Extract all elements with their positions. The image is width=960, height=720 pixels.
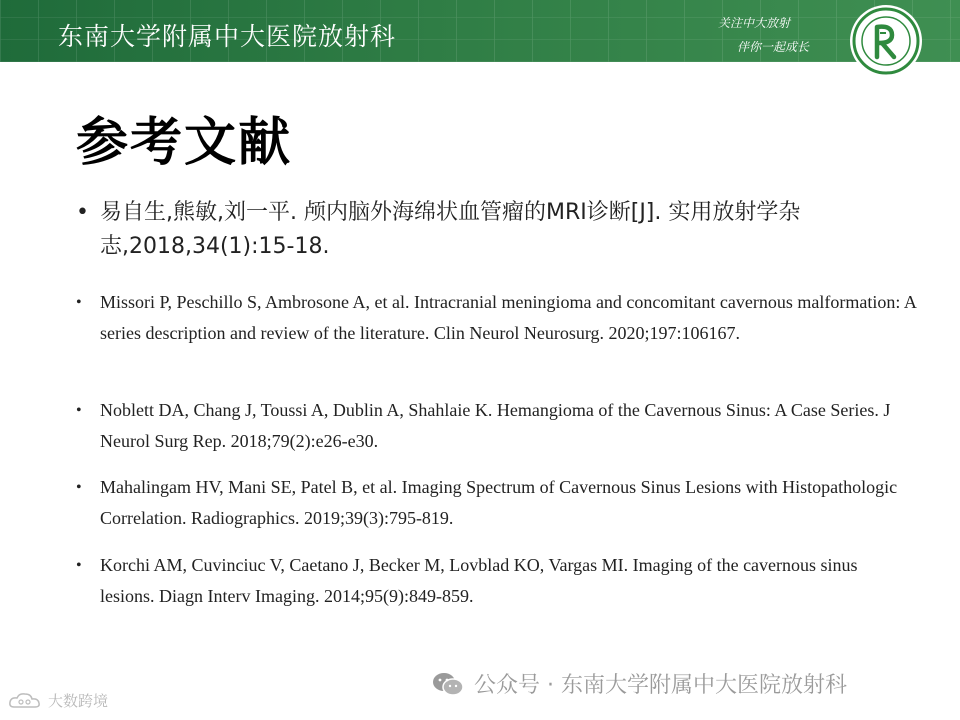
reference-item (76, 550, 916, 612)
corner-watermark-text: 大数跨境 (48, 692, 109, 710)
wechat-icon (432, 671, 464, 697)
hospital-logo-icon (846, 5, 926, 85)
slogan-line-2: 伴你一起成长 (737, 40, 810, 54)
bullet-dot: • (76, 200, 89, 225)
bullet-dot: • (76, 402, 82, 419)
reference-text: 易自生,熊敏,刘一平. 颅内脑外海绵状血管瘤的MRI诊断[J]. 实用放射学杂志,2018,34(1):15-18. (100, 200, 801, 259)
header-title: 东南大学附属中大医院放射科 (58, 22, 397, 51)
bullet-dot: • (76, 479, 82, 496)
slogan-line-1: 关注中大放射 (718, 16, 791, 30)
reference-text: Missori P, Peschillo S, Ambrosone A, et al. Intracranial meningioma and concomitant cavernous malformation: A series description and review of the literature. Clin Neurol Neurosurg. 2020;197:106167. (100, 292, 916, 343)
reference-item (76, 472, 916, 534)
reference-text: Mahalingam HV, Mani SE, Patel B, et al. Imaging Spectrum of Cavernous Sinus Lesions with Histopathologic Correlation. Radiographics. 2019;39(3):795-819. (100, 477, 898, 528)
bullet-dot: • (76, 294, 82, 311)
slide-title: 参考文献 (76, 113, 293, 173)
wechat-watermark (432, 668, 847, 699)
watermark-text: 公众号 · 东南大学附属中大医院放射科 (474, 673, 847, 698)
header-bar (0, 0, 960, 62)
cloud-logo-icon (8, 691, 44, 711)
reference-item (76, 395, 916, 457)
bullet-dot: • (76, 557, 82, 574)
reference-text: Korchi AM, Cuvinciuc V, Caetano J, Becker M, Lovblad KO, Vargas MI. Imaging of the cavernous sinus lesions. Diagn Interv Imaging. 2014;95(9):849-859. (100, 555, 858, 606)
reference-item (76, 287, 916, 349)
reference-text: Noblett DA, Chang J, Toussi A, Dublin A, Shahlaie K. Hemangioma of the Cavernous Sinus: A Case Series. J Neurol Surg Rep. 2018;79(2):e26-e30. (100, 400, 891, 451)
reference-item-cn (76, 196, 916, 264)
corner-watermark (8, 690, 108, 711)
